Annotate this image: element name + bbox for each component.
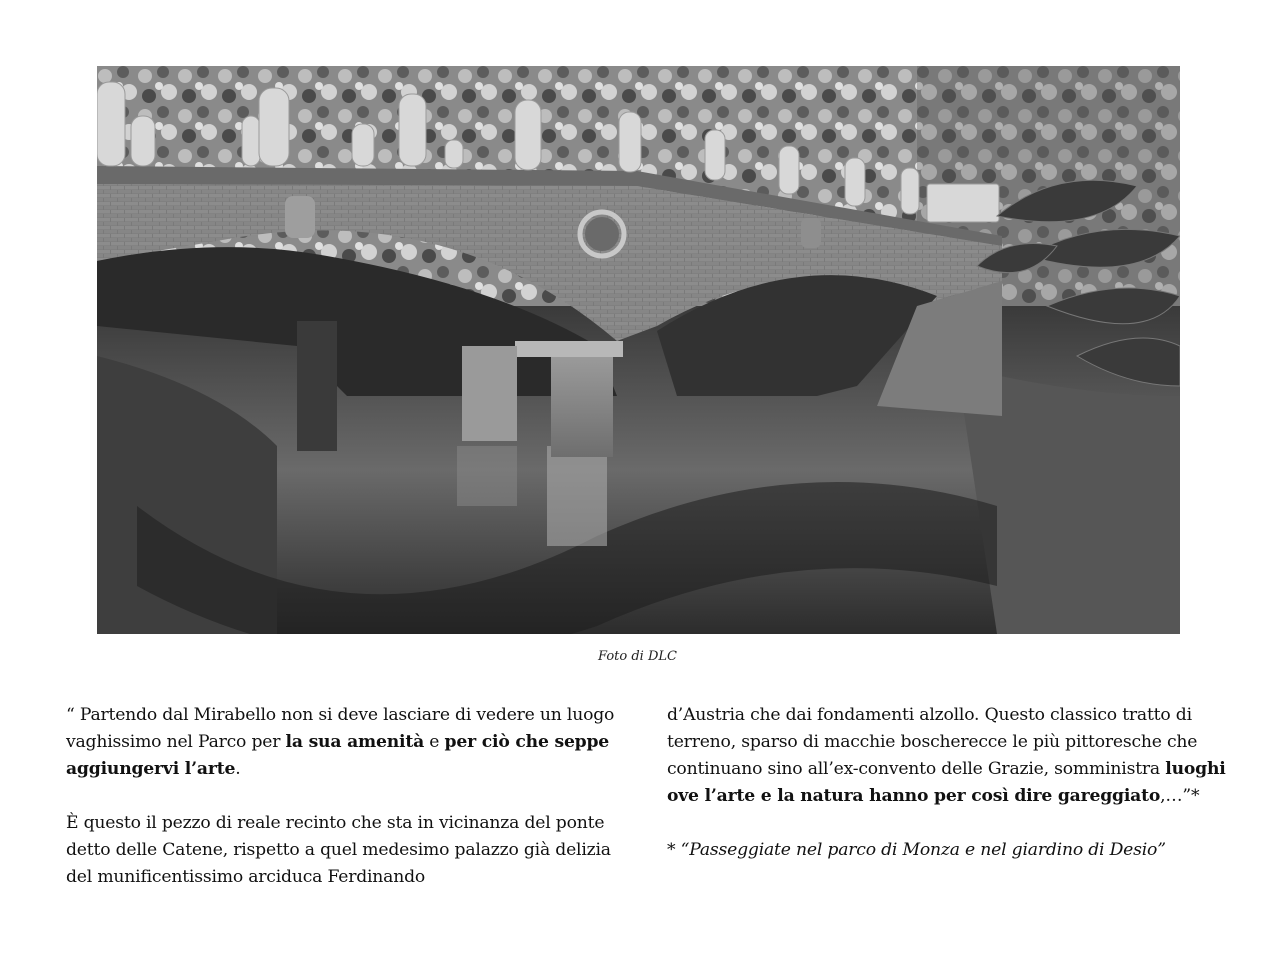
paragraph-quote-end — [667, 702, 1227, 810]
text: ,…”* — [1160, 786, 1200, 806]
text: e — [424, 732, 445, 752]
bold-text: la sua amenità — [285, 732, 425, 752]
bold-text: luoghi ove l’arte e la natura hanno per così dire gareggiato — [667, 759, 1226, 806]
text-column-right — [667, 702, 1227, 864]
text-column-left — [66, 702, 626, 891]
bridge-photo — [97, 66, 1180, 634]
photo-caption: Foto di DLC — [598, 649, 677, 664]
footnote-mark: * — [667, 840, 681, 860]
paragraph-quote-start — [66, 702, 626, 783]
text: . — [235, 759, 241, 779]
footnote — [667, 837, 1227, 864]
bold-text: per ciò che seppe aggiungervi l’arte — [66, 732, 610, 779]
text: d’Austria che dai fondamenti alzollo. Questo classico tratto di terreno, sparso di macchie boscherecce le più pittoresche che continuano sino all’ex-convento delle Grazie, somministra — [667, 705, 1198, 779]
footnote-source-title: “Passeggiate nel parco di Monza e nel giardino di Desio” — [680, 840, 1166, 860]
bridge-photo-illustration — [97, 66, 1180, 634]
paragraph-description: È questo il pezzo di reale recinto che sta in vicinanza del ponte detto delle Catene, rispetto a quel medesimo palazzo già delizia del munificentissimo arciduca Ferdinando — [66, 813, 611, 887]
text: “ Partendo dal Mirabello non si deve lasciare di vedere un luogo vaghissimo nel Parco per — [66, 705, 615, 752]
